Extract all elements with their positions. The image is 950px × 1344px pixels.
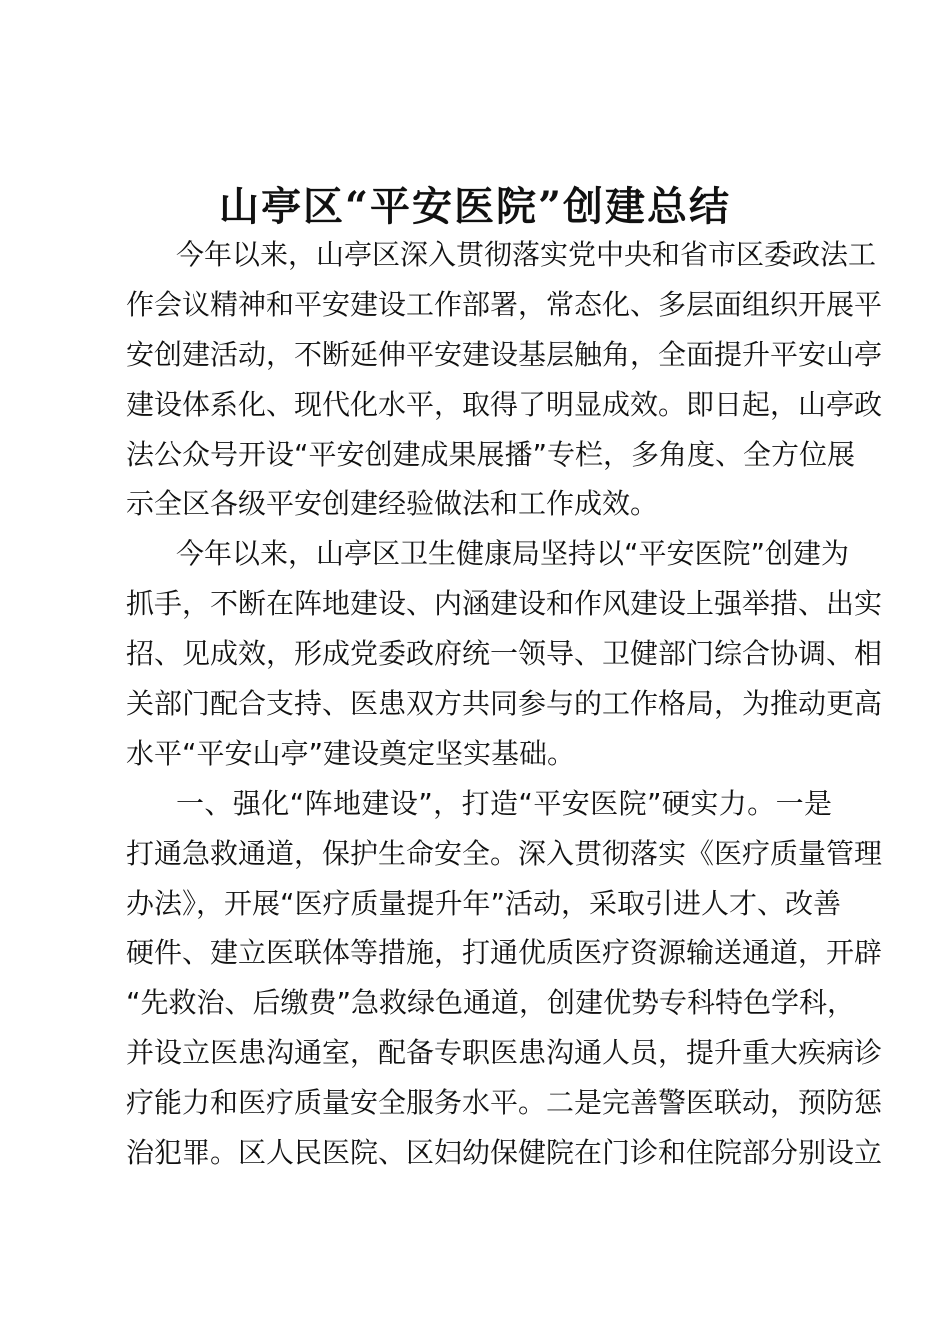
text-line: 抓手，不断在阵地建设、内涵建设和作风建设上强举措、出实 <box>126 587 883 621</box>
text-line: 招、见成效，形成党委政府统一领导、卫健部门综合协调、相 <box>126 637 883 671</box>
paragraph <box>126 230 883 529</box>
text-line: 法公众号开设“平安创建成果展播”专栏，多角度、全方位展 <box>126 437 856 471</box>
text-line: 疗能力和医疗质量安全服务水平。二是完善警医联动，预防惩 <box>126 1086 883 1120</box>
paragraph <box>126 779 883 1178</box>
text-line: 作会议精神和平安建设工作部署，常态化、多层面组织开展平 <box>126 287 883 321</box>
text-line: 治犯罪。区人民医院、区妇幼保健院在门诊和住院部分别设立 <box>126 1136 883 1170</box>
text-line: 办法》，开展“医疗质量提升年”活动，采取引进人才、改善 <box>126 886 842 920</box>
text-line: 打通急救通道，保护生命安全。深入贯彻落实《医疗质量管理 <box>126 836 883 870</box>
document-body <box>126 230 883 1178</box>
text-line: 建设体系化、现代化水平，取得了明显成效。即日起，山亭政 <box>126 387 883 421</box>
text-line: 水平“平安山亭”建设奠定坚实基础。 <box>126 736 576 770</box>
text-line: 安创建活动，不断延伸平安建设基层触角，全面提升平安山亭 <box>126 337 883 371</box>
paragraph <box>126 529 883 778</box>
text-line: 今年以来，山亭区卫生健康局坚持以“平安医院”创建为 <box>176 537 850 571</box>
text-line: 一、强化“阵地建设”，打造“平安医院”硬实力。一是 <box>176 786 832 820</box>
text-line: “先救治、后缴费”急救绿色通道，创建优势专科特色学科， <box>126 986 856 1020</box>
text-line: 关部门配合支持、医患双方共同参与的工作格局，为推动更高 <box>126 687 883 721</box>
text-line: 示全区各级平安创建经验做法和工作成效。 <box>126 487 659 521</box>
text-line: 并设立医患沟通室，配备专职医患沟通人员，提升重大疾病诊 <box>126 1036 883 1070</box>
text-line: 硬件、建立医联体等措施，打通优质医疗资源输送通道，开辟 <box>126 936 883 970</box>
text-line: 今年以来，山亭区深入贯彻落实党中央和省市区委政法工 <box>176 238 877 271</box>
document-title: 山亭区“平安医院”创建总结 <box>218 183 731 230</box>
